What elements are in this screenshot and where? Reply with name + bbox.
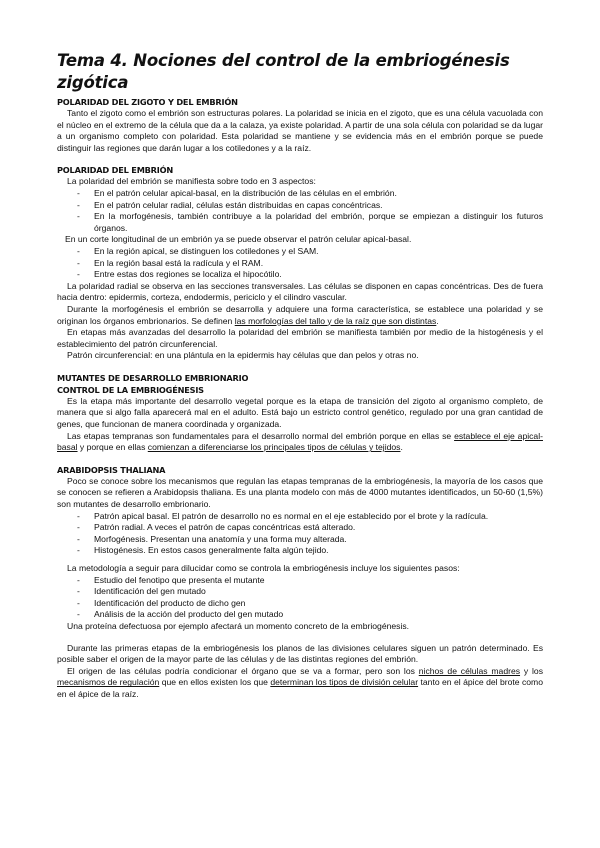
section-heading-polaridad-zigoto: POLARIDAD DEL ZIGOTO Y DEL EMBRIÓN [57, 97, 238, 107]
paragraph-cell-origin: El origen de las células podría condicionar el órgano que se va a formar, pero son los nichos de células madres y los mecanismos de regulación que en ellos existen los que determinan los tipos de división celular tanto en el ápice del brote como en el ápice de la raíz. [57, 665, 543, 699]
list-item: - En la morfogénesis, también contribuye a la polaridad del embrión, porque se empiezan a distinguir los futuros órganos. [77, 211, 543, 234]
list-item: - Identificación del producto de dicho gen [77, 598, 543, 610]
paragraph-radial: La polaridad radial se observa en las secciones transversales. Las células se disponen en capas concéntricas. Des de fuera hacia dentro: epidermis, corteza, endodermis, periciclo y el cilindro vascular. [57, 280, 543, 303]
section-heading-arabidopsis: ARABIDOPSIS THALIANA [57, 464, 166, 475]
list-aspects [57, 188, 543, 234]
list-item: - Estudio del fenotipo que presenta el mutante [77, 575, 543, 587]
paragraph-morphogenesis: Durante la morfogénesis el embrión se desarrolla y adquiere una forma característica, se establece una polaridad y se originan los órganos embrionarios. Se definen las morfologías del tallo y de la raíz que son distintas. [57, 303, 543, 326]
list-item: - En el patrón celular apical-basal, en la distribución de las células en el embrión. [77, 188, 543, 200]
list-cut-regions [57, 246, 543, 281]
list-mutant-types [57, 511, 543, 557]
paragraph-arabidopsis: Poco se conoce sobre los mecanismos que regulan las etapas tempranas de la embriogénesis, la mayoría de los casos que se conocen se refieren a Arabidopsis thaliana. Es una planta modelo con más de 4000 mutantes identificados, un 50-60 (1,5%) son mutantes de desarrollo embrionario. [57, 475, 543, 510]
underlined-text: determinan los tipos de división celular [270, 677, 419, 688]
document-page [57, 50, 543, 701]
paragraph-aspects-intro: La polaridad del embrión se manifiesta sobre todo en 3 aspectos: [67, 176, 316, 187]
list-item: - Patrón radial. A veces el patrón de capas concéntricas está alterado. [77, 522, 543, 534]
paragraph-protein: Una proteína defectuosa por ejemplo afectará un momento concreto de la embriogénesis. [67, 620, 410, 631]
section-subheading-control: CONTROL DE LA EMBRIOGÉNESIS [57, 384, 204, 395]
list-item: - Morfogénesis. Presentan una anatomía y una forma muy alterada. [77, 534, 543, 546]
underlined-text: establece el eje apical-basal [57, 430, 543, 453]
paragraph-early-divisions: Durante las primeras etapas de la embriogénesis los planos de las divisiones celulares siguen un patrón determinado. Es posible saber el origen de la mayor parte de las células y de las distintas regiones del embrión. [57, 642, 543, 665]
paragraph-cut-intro: En un corte longitudinal de un embrión ya se puede observar el patrón celular apical-basal. [65, 234, 412, 245]
page-title: Tema 4. Nociones del control de la embriogénesis zigótica [57, 51, 510, 92]
paragraph-circumferential: Patrón circunferencial: en una plántula en la epidermis hay células que dan pelos y otras no. [67, 350, 419, 361]
section-heading-polaridad-embrion: POLARIDAD DEL EMBRIÓN [57, 165, 174, 176]
paragraph-polaridad-zigoto: Tanto el zigoto como el embrión son estructuras polares. La polaridad se inicia en el zigoto, que es una célula vacuolada con el núcleo en el extremo de la célula que da a la calaza, ya existe polaridad. A partir de una sola célula con polaridad se da lugar a un organismo completo con polaridad. Esta polaridad se mantiene y se evidencia más en el embrión porque se puede distinguir las regiones que darán lugar a los cotiledones y a la raíz. [57, 108, 543, 153]
paragraph-advanced-stages: En etapas más avanzadas del desarrollo la polaridad del embrión se manifiesta también por medio de la histogénesis y el establecimiento del patrón circunferencial. [57, 327, 543, 349]
list-item: - Análisis de la acción del producto del gen mutado [77, 609, 543, 621]
underlined-text: nichos de células madres [418, 665, 521, 676]
section-heading-mutantes: MUTANTES DE DESARROLLO EMBRIONARIO [57, 372, 249, 383]
paragraph-method-intro: La metodología a seguir para dilucidar como se controla la embriogénesis incluye los siguientes pasos: [67, 563, 460, 573]
list-item: - Entre estas dos regiones se localiza el hipocótilo. [77, 269, 543, 281]
paragraph-early-stages: Las etapas tempranas son fundamentales para el desarrollo normal del embrión porque en ellas se establece el eje apical-basal y porque en ellas comienzan a diferenciarse los principales tipos de células y tejidos. [57, 430, 543, 453]
list-item: - Histogénesis. En estos casos generalmente falta algún tejido. [77, 545, 543, 557]
underlined-text: las morfologías del tallo y de la raíz que son distintas [234, 315, 437, 326]
list-item: - En el patrón celular radial, células están distribuidas en capas concéntricas. [77, 200, 543, 212]
list-item: - Identificación del gen mutado [77, 586, 543, 598]
underlined-text: comienzan a diferenciarse los principales tipos de células y tejidos [147, 442, 401, 453]
paragraph-control: Es la etapa más importante del desarrollo vegetal porque es la etapa de transición del zigoto al organismo completo, de manera que si algo falla aparecerá mal en el adulto. Está bajo un estricto control genético, regulado por una gran cantidad de genes, que funcionan de manera coordinada y organizada. [57, 395, 543, 430]
list-item: - En la región basal está la radícula y el RAM. [77, 258, 543, 270]
list-item: - En la región apical, se distinguen los cotiledones y el SAM. [77, 246, 543, 258]
list-method-steps [57, 575, 543, 621]
underlined-text: mecanismos de regulación [57, 677, 160, 688]
list-item: - Patrón apical basal. El patrón de desarrollo no es normal en el eje establecido por el brote y la radícula. [77, 511, 543, 523]
